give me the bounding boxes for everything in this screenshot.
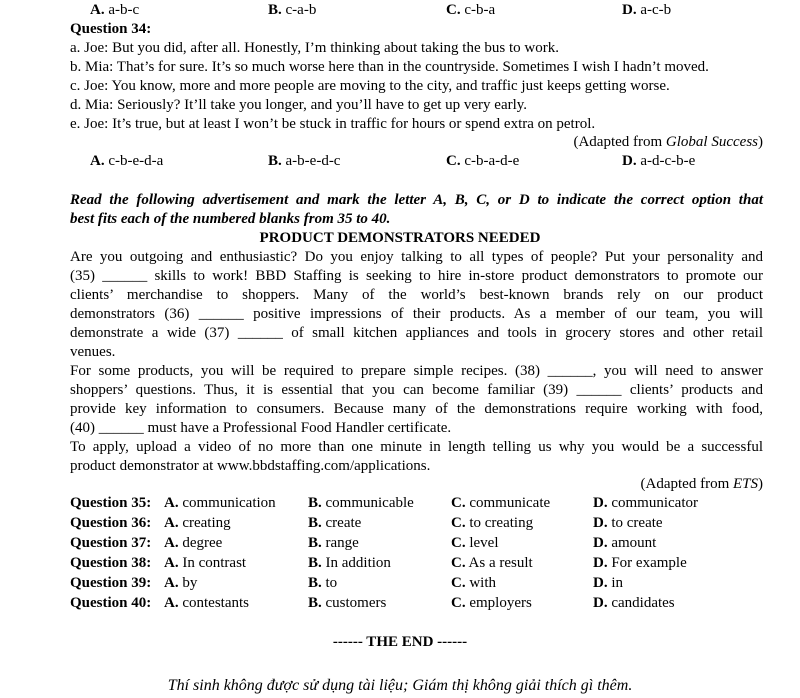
q34-line-c: c. Joe: You know, more and more people are moving to the city, and traffic just keeps getting worse.: [70, 78, 670, 94]
question-label: Question 35:: [70, 495, 152, 511]
option-b: B. communicable: [308, 495, 414, 511]
question-label: Question 38:: [70, 555, 152, 571]
question-label: Question 37:: [70, 535, 152, 551]
option-d: D. amount: [593, 535, 657, 551]
option-a: A. degree: [164, 535, 223, 551]
option-c: C. employers: [451, 595, 532, 611]
option-d: D. For example: [593, 555, 687, 571]
passage-line: shoppers’ questions. Thus, it is essential that you can become familiar (39) ______ clients’ products and: [70, 382, 763, 398]
the-end: ------ THE END ------: [332, 634, 468, 650]
q33-option-d: D. a-c-b: [622, 2, 672, 18]
option-c: C. As a result: [451, 555, 533, 571]
question-label: Question 36:: [70, 515, 152, 531]
q34-option-b: B. a-b-e-d-c: [268, 153, 341, 169]
q33-option-c: C. c-b-a: [446, 2, 496, 18]
question-label: Question 40:: [70, 595, 152, 611]
instruction-line-2: best fits each of the numbered blanks from 35 to 40.: [70, 211, 391, 227]
option-d: D. communicator: [593, 495, 698, 511]
passage-line: clients’ merchandise to shoppers. Many of the world’s best-known brands rely on our product: [70, 287, 763, 303]
option-c: C. level: [451, 535, 499, 551]
q34-title: Question 34:: [70, 21, 152, 37]
option-c: C. communicate: [451, 495, 551, 511]
q34-option-d: D. a-d-c-b-e: [622, 153, 696, 169]
footer-note: Thí sinh không được sử dụng tài liệu; Giám thị không giải thích gì thêm.: [167, 677, 633, 694]
q34-source: (Adapted from Global Success): [573, 134, 763, 150]
q34-option-a: A. c-b-e-d-a: [90, 153, 164, 169]
passage-line: demonstrate a wide (37) ______ of small kitchen appliances and tools in grocery stores and other retail: [70, 325, 763, 341]
passage-line: product demonstrator at www.bbdstaffing.com/applications.: [70, 458, 431, 474]
q34-line-d: d. Mia: Seriously? It’ll take you longer, and you’ll have to get up very early.: [70, 97, 528, 113]
q33-option-b: B. c-a-b: [268, 2, 317, 18]
passage-line: (35) ______ skills to work! BBD Staffing is seeking to hire in-store product demonstrators to promote our: [70, 268, 763, 284]
q34-option-c: C. c-b-a-d-e: [446, 153, 520, 169]
q34-line-a: a. Joe: But you did, after all. Honestly, I’m thinking about taking the bus to work.: [70, 40, 559, 56]
q34-line-e: e. Joe: It’s true, but at least I won’t be stuck in traffic for hours or spend extra on petrol.: [70, 116, 596, 132]
option-d: D. in: [593, 575, 624, 591]
passage-line: (40) ______ must have a Professional Food Handler certificate.: [70, 420, 452, 436]
option-b: B. In addition: [308, 555, 391, 571]
option-a: A. by: [164, 575, 198, 591]
passage-title: PRODUCT DEMONSTRATORS NEEDED: [259, 230, 541, 246]
option-a: A. contestants: [164, 595, 249, 611]
passage-line: venues.: [70, 344, 116, 360]
option-c: C. with: [451, 575, 497, 591]
passage-line: provide key information to consumers. Because many of the demonstrations require working with food,: [70, 401, 763, 417]
option-a: A. creating: [164, 515, 231, 531]
option-b: B. create: [308, 515, 362, 531]
option-b: B. to: [308, 575, 338, 591]
option-b: B. range: [308, 535, 359, 551]
passage-line: Are you outgoing and enthusiastic? Do you enjoy talking to all types of people? Put your personality and: [70, 249, 763, 265]
passage-line: demonstrators (36) ______ positive impressions of their products. As a member of our team, you will: [70, 306, 763, 322]
passage-line: For some products, you will be required to prepare simple recipes. (38) ______, you will need to answer: [70, 363, 763, 379]
instruction-line-1: Read the following advertisement and mark the letter A, B, C, or D to indicate the correct option that: [70, 192, 763, 208]
option-d: D. candidates: [593, 595, 675, 611]
option-c: C. to creating: [451, 515, 534, 531]
option-b: B. customers: [308, 595, 387, 611]
option-a: A. communication: [164, 495, 276, 511]
passage-source: (Adapted from ETS): [640, 476, 763, 492]
q34-line-b: b. Mia: That’s for sure. It’s so much worse here than in the countryside. Sometimes I wish I hadn’t moved.: [70, 59, 709, 75]
option-a: A. In contrast: [164, 555, 247, 571]
passage-line: To apply, upload a video of no more than one minute in length telling us why you would be a successful: [70, 439, 763, 455]
q33-option-a: A. a-b-c: [90, 2, 140, 18]
option-d: D. to create: [593, 515, 663, 531]
question-label: Question 39:: [70, 575, 152, 591]
